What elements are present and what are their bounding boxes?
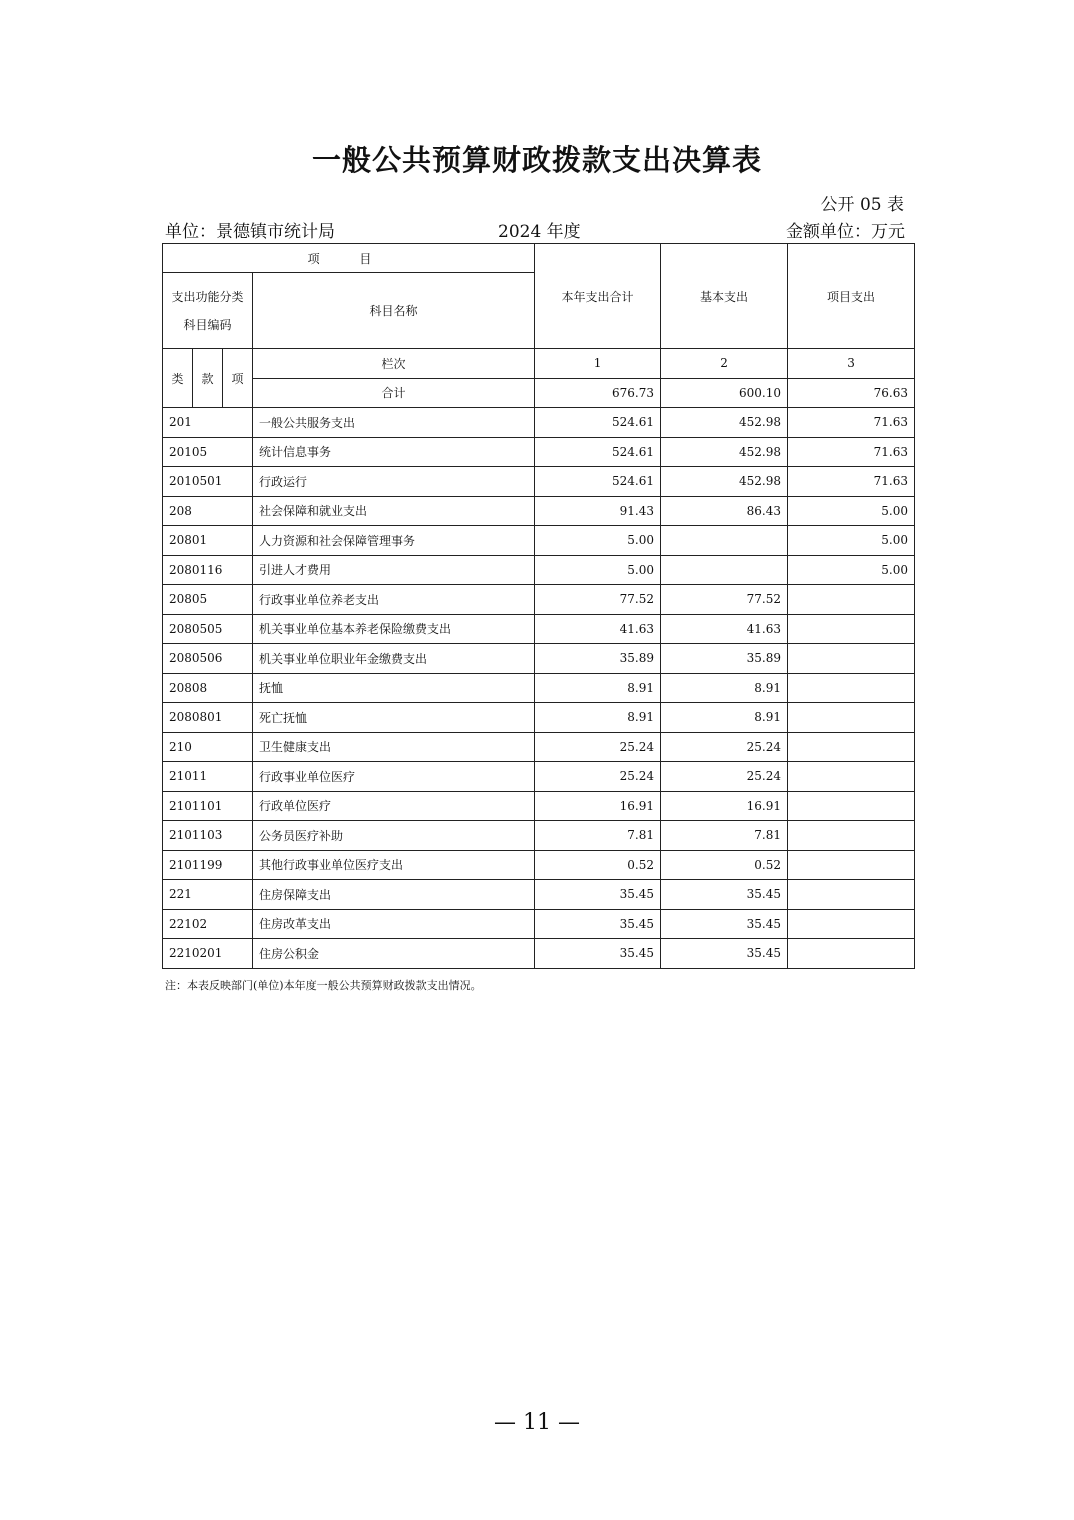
amount-unit-label: 金额单位：万元 [786,222,905,242]
row-project [788,880,915,910]
row-total: 91.43 [535,496,661,526]
row-project: 71.63 [788,408,915,438]
table-row [163,939,915,969]
row-project [788,791,915,821]
row-basic: 86.43 [661,496,788,526]
row-basic: 7.81 [661,821,788,851]
row-basic: 8.91 [661,703,788,733]
row-basic: 452.98 [661,408,788,438]
row-project [788,850,915,880]
table-row [163,437,915,467]
table-row [163,909,915,939]
row-total: 0.52 [535,850,661,880]
row-total: 8.91 [535,673,661,703]
row-name: 人力资源和社会保障管理事务 [253,526,535,556]
row-code: 2080116 [163,555,253,585]
row-name: 机关事业单位职业年金缴费支出 [253,644,535,674]
row-code: 208 [163,496,253,526]
row-project: 71.63 [788,467,915,497]
row-total: 7.81 [535,821,661,851]
row-total: 25.24 [535,762,661,792]
header-row-project [163,244,915,273]
row-project [788,585,915,615]
row-basic: 0.52 [661,850,788,880]
row-basic: 35.89 [661,644,788,674]
row-basic: 35.45 [661,909,788,939]
row-project [788,762,915,792]
meta-row [165,217,905,241]
row-name: 住房公积金 [253,939,535,969]
table-row [163,408,915,438]
row-total: 524.61 [535,437,661,467]
code-column-header [163,273,253,349]
name-column-header: 科目名称 [253,273,535,349]
row-project: 5.00 [788,496,915,526]
row-total: 16.91 [535,791,661,821]
row-total: 5.00 [535,555,661,585]
row-name: 统计信息事务 [253,437,535,467]
row-code: 20808 [163,673,253,703]
row-code: 210 [163,732,253,762]
row-code: 2010501 [163,467,253,497]
row-code: 2101103 [163,821,253,851]
row-name: 引进人才费用 [253,555,535,585]
row-total: 35.45 [535,939,661,969]
row-name: 抚恤 [253,673,535,703]
row-basic [661,526,788,556]
row-project [788,909,915,939]
row-basic: 77.52 [661,585,788,615]
row-code: 201 [163,408,253,438]
row-basic: 25.24 [661,732,788,762]
total-column-header: 本年支出合计 [535,244,661,349]
row-total: 524.61 [535,408,661,438]
heji-label: 合计 [253,378,535,408]
table-row [163,496,915,526]
row-project [788,673,915,703]
row-project [788,821,915,851]
table-row [163,614,915,644]
row-code: 2080801 [163,703,253,733]
row-project: 5.00 [788,526,915,556]
row-basic: 25.24 [661,762,788,792]
row-code: 2080505 [163,614,253,644]
table-row [163,673,915,703]
row-code: 221 [163,880,253,910]
row-code: 20801 [163,526,253,556]
row-code: 2080506 [163,644,253,674]
table-row [163,644,915,674]
row-total: 35.89 [535,644,661,674]
row-basic: 452.98 [661,467,788,497]
project-header: 项 目 [163,244,535,273]
row-project [788,732,915,762]
table-row [163,821,915,851]
table-row [163,791,915,821]
table-note: 注：本表反映部门(单位)本年度一般公共预算财政拨款支出情况。 [165,979,482,992]
code-header-line1: 支出功能分类 [171,289,244,304]
row-basic: 41.63 [661,614,788,644]
row-code: 20105 [163,437,253,467]
row-basic: 452.98 [661,437,788,467]
table-row [163,585,915,615]
row-code: 20805 [163,585,253,615]
row-project: 5.00 [788,555,915,585]
row-code: 2101101 [163,791,253,821]
row-total: 35.45 [535,909,661,939]
row-code: 2210201 [163,939,253,969]
row-name: 公务员医疗补助 [253,821,535,851]
row-name: 住房改革支出 [253,909,535,939]
row-project [788,644,915,674]
table-row [163,762,915,792]
form-number: 公开 05 表 [820,195,904,215]
row-total: 524.61 [535,467,661,497]
table-row [163,467,915,497]
table-row [163,703,915,733]
row-project [788,939,915,969]
row-name: 社会保障和就业支出 [253,496,535,526]
row-basic: 8.91 [661,673,788,703]
kuan-header: 款 [193,349,223,408]
header-row-lanci [163,349,915,379]
row-name: 其他行政事业单位医疗支出 [253,850,535,880]
row-name: 卫生健康支出 [253,732,535,762]
lei-header: 类 [163,349,193,408]
row-total: 77.52 [535,585,661,615]
col3-index: 3 [788,349,915,379]
col2-index: 2 [661,349,788,379]
page-number: — 11 — [494,1410,580,1435]
heji-basic: 600.10 [661,378,788,408]
lanci-label: 栏次 [253,349,535,379]
page-title: 一般公共预算财政拨款支出决算表 [311,143,762,177]
table-row [163,850,915,880]
row-project [788,614,915,644]
row-code: 2101199 [163,850,253,880]
row-name: 死亡抚恤 [253,703,535,733]
budget-table [162,243,915,969]
table-row [163,555,915,585]
row-project: 71.63 [788,437,915,467]
table-row [163,526,915,556]
code-header-line2: 科目编码 [183,317,232,332]
basic-column-header: 基本支出 [661,244,788,349]
row-basic [661,555,788,585]
unit-label: 单位：景德镇市统计局 [165,222,335,242]
heji-project: 76.63 [788,378,915,408]
row-total: 5.00 [535,526,661,556]
row-name: 机关事业单位基本养老保险缴费支出 [253,614,535,644]
heji-total: 676.73 [535,378,661,408]
row-name: 一般公共服务支出 [253,408,535,438]
row-name: 行政事业单位养老支出 [253,585,535,615]
row-name: 行政运行 [253,467,535,497]
row-name: 行政事业单位医疗 [253,762,535,792]
table-row [163,732,915,762]
row-code: 21011 [163,762,253,792]
row-total: 8.91 [535,703,661,733]
row-project [788,703,915,733]
col1-index: 1 [535,349,661,379]
row-name: 行政单位医疗 [253,791,535,821]
row-basic: 35.45 [661,880,788,910]
row-total: 25.24 [535,732,661,762]
row-total: 35.45 [535,880,661,910]
row-basic: 16.91 [661,791,788,821]
project-column-header: 项目支出 [788,244,915,349]
total-row [163,378,915,408]
row-basic: 35.45 [661,939,788,969]
row-total: 41.63 [535,614,661,644]
row-name: 住房保障支出 [253,880,535,910]
table-row [163,880,915,910]
year-label: 2024 年度 [498,222,581,242]
xiang-header: 项 [223,349,253,408]
row-code: 22102 [163,909,253,939]
